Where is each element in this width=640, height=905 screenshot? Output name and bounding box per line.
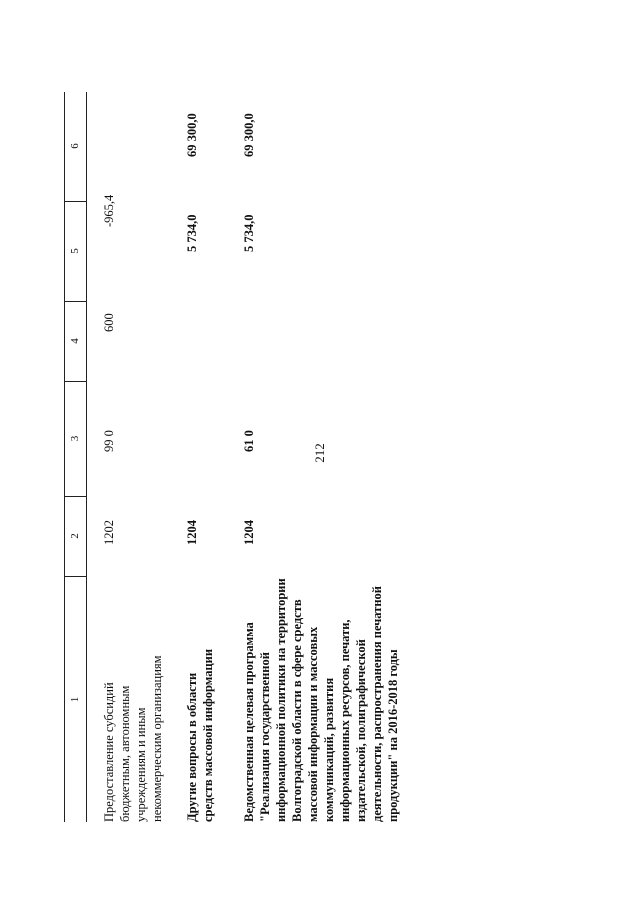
row-col5: -965,4 — [102, 194, 116, 227]
row-col4: 600 — [102, 313, 116, 332]
row-col5: 5 734,0 — [242, 214, 256, 252]
row-col6: 69 300,0 — [242, 113, 256, 157]
budget-table — [64, 92, 400, 822]
page-number: 212 — [312, 443, 327, 463]
header-col-2: 2 — [65, 496, 86, 577]
row-col2: 1204 — [185, 520, 199, 545]
row-name: Предоставление субсидий бюджетным, автономным учреждениям и иным некоммерческим организациям — [102, 655, 164, 822]
row-col5: 5 734,0 — [185, 214, 199, 252]
table-row — [101, 92, 181, 822]
header-col-4: 4 — [65, 301, 86, 382]
table-row — [241, 92, 400, 822]
table-row — [184, 92, 224, 822]
header-col-6: 6 — [65, 91, 86, 202]
table-header — [64, 92, 87, 822]
header-col-5: 5 — [65, 201, 86, 302]
row-col6: 69 300,0 — [185, 113, 199, 157]
row-name: Другие вопросы в области средств массовой информации — [185, 648, 215, 822]
row-col2: 1202 — [102, 520, 116, 545]
header-col-1: 1 — [69, 696, 81, 703]
row-col2: 1204 — [242, 520, 256, 545]
header-col-3: 3 — [65, 381, 86, 497]
row-name: Ведомственная целевая программа "Реализация государственной информационной политики на территории Волгоградской области в сфере средств массовой информации и массовых коммуникаций, развития информационных ресурсов, печати, издательской, полиграфической деятельности, распространения печатной продукции" на 2016-2018 годы — [242, 578, 400, 822]
row-col3: 61 0 — [242, 430, 256, 452]
row-col3: 99 0 — [102, 430, 116, 452]
